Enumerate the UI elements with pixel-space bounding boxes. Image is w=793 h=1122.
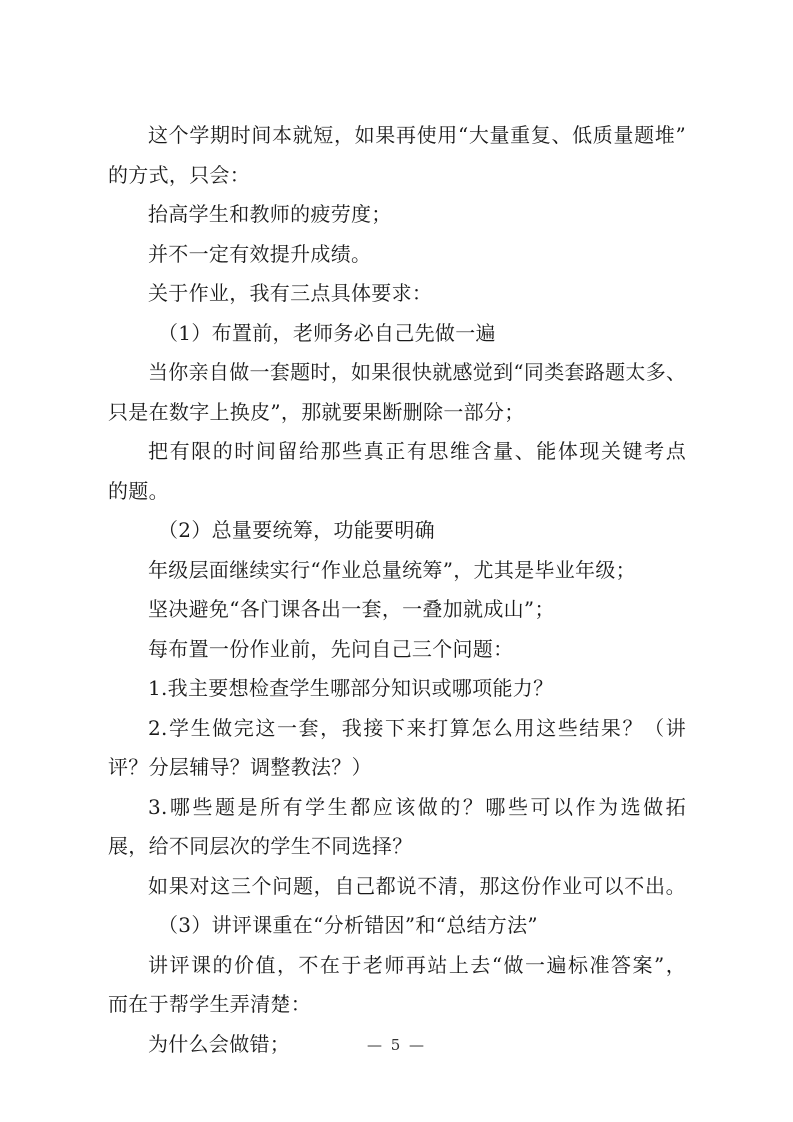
question-line: 1.我主要想检查学生哪部分知识或哪项能力？ xyxy=(148,676,554,700)
paragraph-line: 把有限的时间留给那些真正有思维含量、能体现关键考点 xyxy=(148,439,686,463)
paragraph-line: 如果对这三个问题，自己都说不清，那这份作业可以不出。 xyxy=(148,873,686,898)
paragraph-line: 讲评课的价值，不在于老师再站上去“做一遍标准答案”， xyxy=(148,952,686,977)
page-number: — 5 — xyxy=(366,1036,427,1054)
paragraph-line: 而在于帮学生弄清楚： xyxy=(108,992,311,1016)
body-text xyxy=(108,116,686,1064)
paragraph-line: 并不一定有效提升成绩。 xyxy=(148,241,372,266)
section-heading: （1）布置前，老师务必自己先做一遍 xyxy=(158,320,496,345)
question-line: 展，给不同层次的学生不同选择？ xyxy=(108,834,413,858)
paragraph-line: 为什么会做错； xyxy=(148,1031,291,1056)
paragraph-line: 这个学期时间本就短，如果再使用“大量重复、低质量题堆” xyxy=(148,123,686,147)
question-line: 2.学生做完这一套，我接下来打算怎么用这些结果？（讲 xyxy=(148,715,686,740)
paragraph-line: 每布置一份作业前，先问自己三个问题： xyxy=(148,636,514,661)
paragraph-line: 只是在数字上换皮”，那就要果断删除一部分； xyxy=(108,399,525,424)
paragraph-line: 关于作业，我有三点具体要求： xyxy=(148,281,433,305)
paragraph-line: 的方式，只会： xyxy=(108,162,251,187)
paragraph-line: 年级层面继续实行“作业总量统筹”，尤其是毕业年级； xyxy=(148,557,636,582)
question-line: 3.哪些题是所有学生都应该做的？哪些可以作为选做拓 xyxy=(148,794,686,819)
paragraph-line: 坚决避免“各门课各出一套，一叠加就成山”； xyxy=(148,597,555,621)
section-heading: （3）讲评课重在“分析错因”和“总结方法” xyxy=(158,913,538,937)
paragraph-line: 当你亲自做一套题时，如果很快就感觉到“同类套路题太多、 xyxy=(148,360,687,384)
section-heading: （2）总量要统筹，功能要明确 xyxy=(158,518,435,542)
paragraph-line: 的题。 xyxy=(108,478,169,503)
question-line: 评？分层辅导？调整教法？） xyxy=(108,755,372,779)
paragraph-line: 抬高学生和教师的疲劳度； xyxy=(148,202,392,226)
